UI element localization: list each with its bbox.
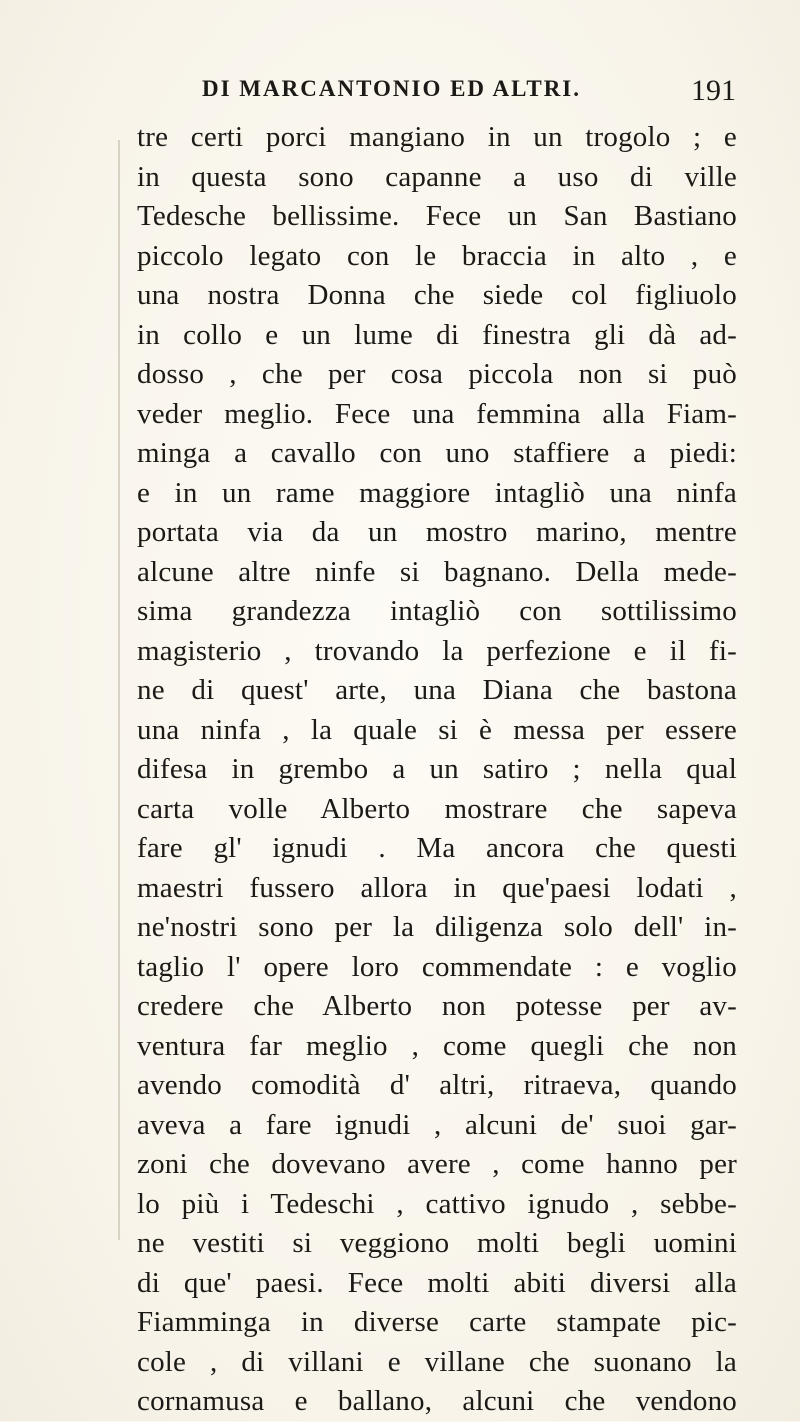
text-line: fare gl' ignudi . Ma ancora che questi bbox=[137, 832, 737, 864]
body-text bbox=[137, 118, 737, 1422]
page-number: 191 bbox=[691, 74, 736, 107]
text-line: dosso , che per cosa piccola non si può bbox=[137, 358, 737, 390]
text-line: tre certi porci mangiano in un trogolo ; e bbox=[137, 121, 737, 153]
running-header bbox=[138, 74, 736, 114]
text-line: ventura far meglio , come quegli che non bbox=[137, 1029, 737, 1062]
text-line: zoni che dovevano avere , come hanno per bbox=[137, 1148, 737, 1180]
text-line: minga a cavallo con uno staffiere a piedi: bbox=[137, 437, 737, 469]
text-line: sima grandezza intagliò con sottilissimo bbox=[137, 595, 737, 627]
text-line: difesa in grembo a un satiro ; nella qual bbox=[137, 753, 737, 785]
text-line: ne'nostri sono per la diligenza solo dell' in- bbox=[137, 911, 737, 943]
text-line: in questa sono capanne a uso di ville bbox=[137, 160, 737, 193]
text-line: portata via da un mostro marino, mentre bbox=[137, 516, 737, 548]
text-line: e in un rame maggiore intagliò una ninfa bbox=[137, 476, 737, 509]
text-line: aveva a fare ignudi , alcuni de' suoi gar- bbox=[137, 1108, 737, 1141]
text-line: ne vestiti si veggiono molti begli uomini bbox=[137, 1227, 737, 1259]
text-line: credere che Alberto non potesse per av- bbox=[137, 990, 737, 1022]
text-line: piccolo legato con le braccia in alto , e bbox=[137, 239, 737, 272]
text-line: cornamusa e ballano, alcuni che vendono bbox=[137, 1385, 737, 1417]
text-line: Tedesche bellissime. Fece un San Bastiano bbox=[137, 200, 737, 232]
text-line: ne di quest' arte, una Diana che bastona bbox=[137, 674, 737, 706]
text-line: alcune altre ninfe si bagnano. Della mede- bbox=[137, 555, 737, 588]
text-line: una ninfa , la quale si è messa per essere bbox=[137, 713, 737, 746]
text-line: avendo comodità d' altri, ritraeva, quando bbox=[137, 1069, 737, 1101]
text-line: maestri fussero allora in que'paesi lodati , bbox=[137, 871, 737, 904]
text-line: taglio l' opere loro commendate : e voglio bbox=[137, 950, 737, 983]
running-title: DI MARCANTONIO ED ALTRI. bbox=[202, 76, 582, 101]
left-margin-fold bbox=[118, 140, 120, 1240]
text-line: in collo e un lume di finestra gli dà ad- bbox=[137, 318, 737, 351]
text-line: Fiamminga in diverse carte stampate pic- bbox=[137, 1306, 737, 1338]
text-line: veder meglio. Fece una femmina alla Fiam- bbox=[137, 397, 737, 430]
text-line: magisterio , trovando la perfezione e il fi- bbox=[137, 634, 737, 667]
text-line: una nostra Donna che siede col figliuolo bbox=[137, 279, 737, 311]
text-line: carta volle Alberto mostrare che sapeva bbox=[137, 792, 737, 825]
text-line: di que' paesi. Fece molti abiti diversi alla bbox=[137, 1266, 737, 1299]
text-line: cole , di villani e villane che suonano la bbox=[137, 1345, 737, 1378]
text-line: lo più i Tedeschi , cattivo ignudo , sebbe- bbox=[137, 1187, 737, 1220]
